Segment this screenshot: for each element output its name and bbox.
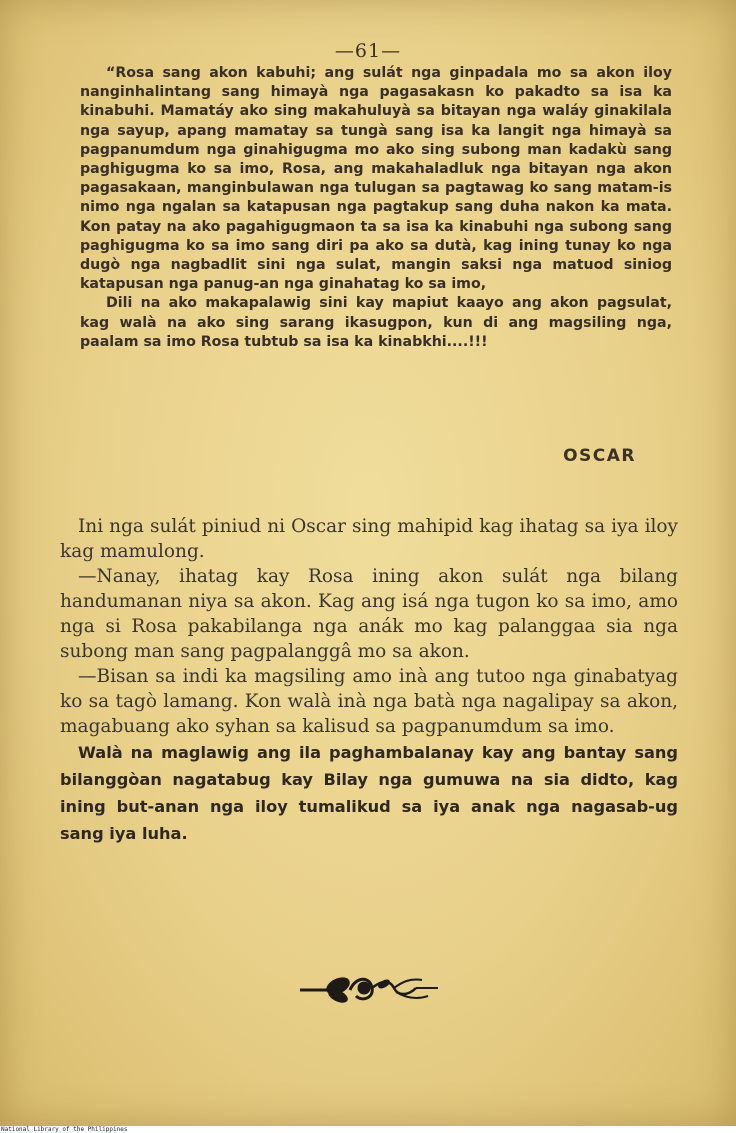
library-credit: National Library of the Philippines [0,1126,736,1133]
narrative-paragraph: Ini nga sulát piniud ni Oscar sing mahipid kag ihatag sa iya iloy kag mamulong. [60,516,678,562]
letter-paragraph: “Rosa sang akon kabuhi; ang sulát nga ginpadala mo sa akon iloy nanginhalintang sang himayà nga pagasakasn ko pakadto sa isa ka kinabuhi. Mamatáy ako sing makahuluyà sa bitayan nga waláy ginakilala nga sayup, apang mamatay sa tungà sang isa ka langit nga himayà sa pagpanumdum nga ginahigugma mo ako sing subong man kadakù sang paghigugma ko sa imo, Rosa, ang makahaladluk nga bitayan nga akon pagasakaan, manginbulawan nga tulugan sa pagtawag ko sang matam-is nimo nga ngalan sa katapusan nga pagtakup sang duha nakon ka mata. Kon patay na ako pagahigugmaon ta sa isa ka kinabuhi nga subong sang paghigugma ko sa imo sang diri pa ako sa dutà, kag ining tunay ko nga dugò nga nagbadlit sini nga sulat, mangin saksi nga matuod siniog katapusan nga panug-an nga ginahatag ko sa imo, [80,65,672,293]
letter-signature: OSCAR [563,446,636,466]
page-number: —61— [334,40,402,62]
narrative-paragraph: —Bisan sa indi ka magsiling amo inà ang tutoo nga ginabatyag ko sa tagò lamang. Kon walà inà nga batà nga nagalipay sa akon, magabuang ako syhan sa kalisud sa pagpanumdum sa imo. [60,666,678,737]
letter-text [80,64,672,352]
leaf-vine-ornament-icon [298,966,440,1010]
narrative-paragraph: Walà na maglawig ang ila paghambalanay kay ang bantay sang bilanggòan nagatabug kay Bilay nga gumuwa na sia didto, kag ining but-anan nga iloy tumalikud sa iya anak nga nagasab-ug sang iya luha. [60,743,678,843]
letter-paragraph: Dili na ako makapalawig sini kay mapiut kaayo ang akon pagsulat, kag walà na ako sing sarang ikasugpon, kun di ang magsiling nga, paalam sa imo Rosa tubtub sa isa ka kinabkhi....!!! [80,295,672,350]
narrative-paragraph: —Nanay, ihatag kay Rosa ining akon sulát nga bilang handumanan niya sa akon. Kag ang isá nga tugon ko sa imo, amo nga si Rosa pakabilanga nga anák mo kag palanggaa sia nga subong man sang pagpalanggâ mo sa akon. [60,566,678,662]
narrative-text [60,514,678,847]
